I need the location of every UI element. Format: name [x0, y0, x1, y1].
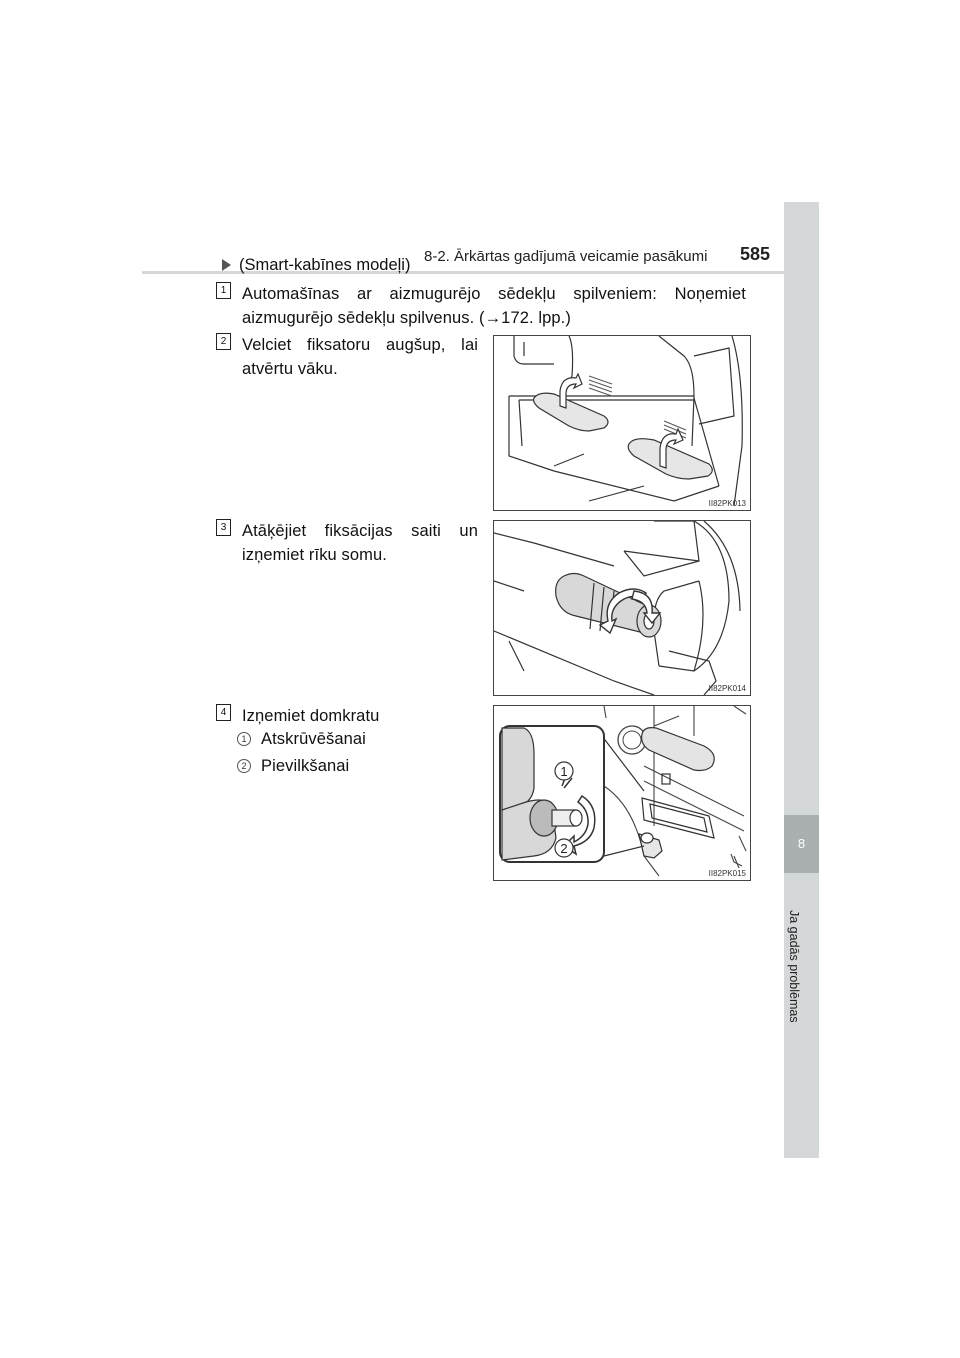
- step-4-line-1: Izņemiet domkratu: [242, 707, 380, 725]
- section-title: 8-2. Ārkārtas gadījumā veicamie pasākumi: [424, 248, 708, 265]
- step-3-line-2: izņemiet rīku somu.: [242, 546, 387, 564]
- model-bullet: [222, 256, 410, 275]
- step-1-line-2: aizmugurējo sēdekļu spilvenus. (→172. lpp.): [242, 309, 571, 327]
- subitem-label-2: Pievilkšanai: [261, 757, 350, 775]
- callout-1: 1: [560, 764, 568, 779]
- step-number-1: 1: [216, 282, 231, 299]
- jack-removal-illustration: [494, 706, 750, 880]
- figure-jack-removal: [493, 705, 751, 881]
- step-number-2: 2: [216, 333, 231, 350]
- step-3-line-1: Atāķējiet fiksācijas saiti un: [242, 522, 478, 540]
- chapter-number: 8: [784, 815, 819, 873]
- figure-code: II82PK013: [708, 499, 746, 508]
- step-1-line-1: Automašīnas ar aizmugurējo sēdekļu spilveniem: Noņemiet: [242, 285, 746, 303]
- step-2-line-1: Velciet fiksatoru augšup, lai: [242, 336, 478, 354]
- chapter-title: Ja gadās problēmas: [787, 910, 801, 1023]
- figure-code: II82PK015: [708, 869, 746, 878]
- triangle-bullet-icon: [222, 259, 231, 271]
- subitem-number-2: 2: [237, 759, 251, 773]
- callout-2: 2: [560, 841, 568, 856]
- step-2-line-2: atvērtu vāku.: [242, 360, 338, 378]
- step-number-4: 4: [216, 704, 231, 721]
- tool-bag-illustration: [494, 521, 750, 695]
- subitem-number-1: 1: [237, 732, 251, 746]
- subitem-label-1: Atskrūvēšanai: [261, 730, 366, 748]
- page-number: 585: [740, 244, 771, 264]
- bullet-text: (Smart-kabīnes modeļi): [239, 256, 411, 274]
- step-number-3: 3: [216, 519, 231, 536]
- figure-code: II82PK014: [708, 684, 746, 693]
- figure-seat-cover: [493, 335, 751, 511]
- seat-cover-illustration: [494, 336, 750, 510]
- figure-tool-bag: [493, 520, 751, 696]
